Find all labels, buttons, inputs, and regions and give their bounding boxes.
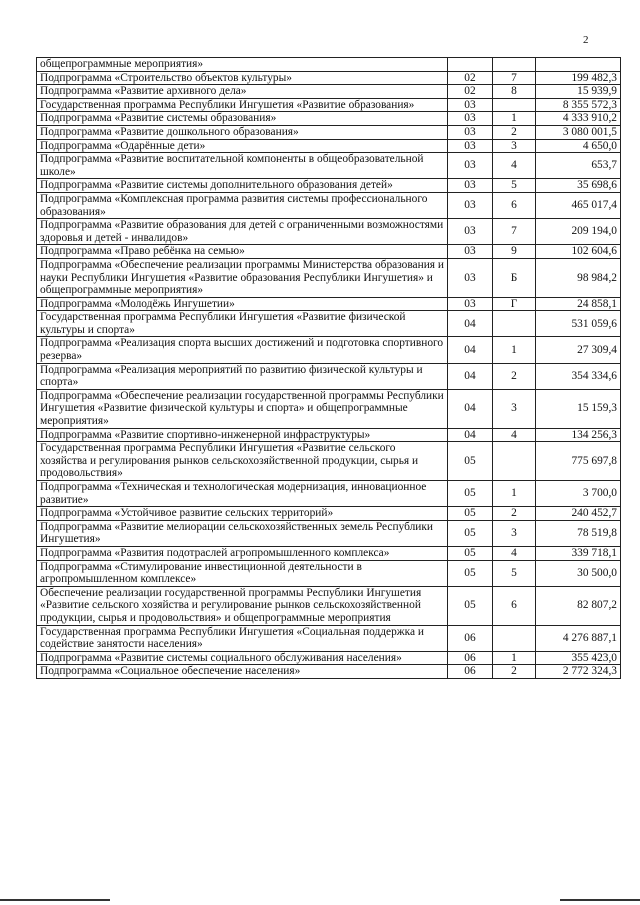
amount-cell: 775 697,8 <box>536 442 621 481</box>
program-name-cell: Подпрограмма «Развитие образования для детей с ограниченными возможностями здоровья и детей - инвалидов» <box>37 219 448 245</box>
code-cell: 03 <box>448 179 493 193</box>
program-name-cell: Подпрограмма «Развитие мелиорации сельскохозяйственных земель Республики Ингушетия» <box>37 520 448 546</box>
amount-cell: 27 309,4 <box>536 337 621 363</box>
code-cell: 05 <box>448 507 493 521</box>
code-cell: 05 <box>448 481 493 507</box>
table-row <box>37 98 621 112</box>
code-cell <box>448 58 493 72</box>
code-cell: 03 <box>448 112 493 126</box>
table-row <box>37 665 621 679</box>
amount-cell: 30 500,0 <box>536 560 621 586</box>
subcode-cell: 4 <box>493 546 536 560</box>
amount-cell: 3 080 001,5 <box>536 125 621 139</box>
code-cell: 03 <box>448 192 493 218</box>
amount-cell: 3 700,0 <box>536 481 621 507</box>
table-row <box>37 481 621 507</box>
subcode-cell: 7 <box>493 219 536 245</box>
code-cell: 03 <box>448 125 493 139</box>
table-row <box>37 139 621 153</box>
amount-cell: 653,7 <box>536 153 621 179</box>
program-name-cell: Подпрограмма «Право ребёнка на семью» <box>37 245 448 259</box>
subcode-cell <box>493 442 536 481</box>
amount-cell: 78 519,8 <box>536 520 621 546</box>
amount-cell: 35 698,6 <box>536 179 621 193</box>
code-cell: 04 <box>448 337 493 363</box>
subcode-cell: 1 <box>493 112 536 126</box>
subcode-cell: 2 <box>493 363 536 389</box>
subcode-cell: 3 <box>493 389 536 428</box>
code-cell: 06 <box>448 651 493 665</box>
code-cell: 04 <box>448 363 493 389</box>
table-row <box>37 85 621 99</box>
amount-cell: 102 604,6 <box>536 245 621 259</box>
table-row <box>37 125 621 139</box>
amount-cell: 4 650,0 <box>536 139 621 153</box>
amount-cell: 339 718,1 <box>536 546 621 560</box>
subcode-cell: 3 <box>493 520 536 546</box>
program-name-cell: Обеспечение реализации государственной программы Республики Ингушетия «Развитие сельского хозяйства и регулирование рынков сельскохозяйственной продукции, сырья и продовольствия» и общепрограммные мероприятия <box>37 586 448 625</box>
program-name-cell: Подпрограмма «Развитие спортивно-инженерной инфраструктуры» <box>37 428 448 442</box>
subcode-cell: 7 <box>493 71 536 85</box>
amount-cell: 240 452,7 <box>536 507 621 521</box>
amount-cell: 209 194,0 <box>536 219 621 245</box>
program-name-cell: Подпрограмма «Развитие дошкольного образования» <box>37 125 448 139</box>
table-row <box>37 389 621 428</box>
scan-artifact-line <box>560 899 640 901</box>
table-row <box>37 258 621 297</box>
subcode-cell: Г <box>493 297 536 311</box>
code-cell: 03 <box>448 245 493 259</box>
amount-cell: 4 276 887,1 <box>536 625 621 651</box>
code-cell: 05 <box>448 546 493 560</box>
program-name-cell: Подпрограмма «Обеспечение реализации программы Министерства образования и науки Республики Ингушетия «Развитие образования Республики Ингушетия» и общепрограммные мероприятия» <box>37 258 448 297</box>
subcode-cell: 6 <box>493 192 536 218</box>
program-name-cell: Подпрограмма «Развития подотраслей агропромышленного комплекса» <box>37 546 448 560</box>
code-cell: 04 <box>448 428 493 442</box>
program-name-cell: общепрограммные мероприятия» <box>37 58 448 72</box>
code-cell: 03 <box>448 297 493 311</box>
subcode-cell: 4 <box>493 428 536 442</box>
table-row <box>37 219 621 245</box>
code-cell: 03 <box>448 153 493 179</box>
code-cell: 05 <box>448 442 493 481</box>
program-name-cell: Подпрограмма «Одарённые дети» <box>37 139 448 153</box>
table-row <box>37 625 621 651</box>
subcode-cell: 6 <box>493 586 536 625</box>
amount-cell: 199 482,3 <box>536 71 621 85</box>
program-name-cell: Подпрограмма «Социальное обеспечение населения» <box>37 665 448 679</box>
program-name-cell: Государственная программа Республики Ингушетия «Развитие физической культуры и спорта» <box>37 311 448 337</box>
subcode-cell: 5 <box>493 179 536 193</box>
code-cell: 03 <box>448 98 493 112</box>
program-name-cell: Подпрограмма «Развитие системы образования» <box>37 112 448 126</box>
budget-table <box>36 57 621 679</box>
table-row <box>37 179 621 193</box>
amount-cell: 82 807,2 <box>536 586 621 625</box>
amount-cell: 15 159,3 <box>536 389 621 428</box>
program-name-cell: Подпрограмма «Комплексная программа развития системы профессионального образования» <box>37 192 448 218</box>
subcode-cell <box>493 58 536 72</box>
table-row <box>37 442 621 481</box>
subcode-cell: Б <box>493 258 536 297</box>
table-row <box>37 560 621 586</box>
program-name-cell: Подпрограмма «Развитие системы социального обслуживания населения» <box>37 651 448 665</box>
table-row <box>37 546 621 560</box>
budget-table-body <box>37 58 621 679</box>
table-row <box>37 651 621 665</box>
amount-cell: 24 858,1 <box>536 297 621 311</box>
program-name-cell: Подпрограмма «Развитие системы дополнительного образования детей» <box>37 179 448 193</box>
table-row <box>37 192 621 218</box>
subcode-cell: 9 <box>493 245 536 259</box>
code-cell: 04 <box>448 311 493 337</box>
amount-cell: 134 256,3 <box>536 428 621 442</box>
code-cell: 02 <box>448 85 493 99</box>
code-cell: 06 <box>448 665 493 679</box>
amount-cell: 98 984,2 <box>536 258 621 297</box>
program-name-cell: Подпрограмма «Развитие архивного дела» <box>37 85 448 99</box>
subcode-cell: 1 <box>493 651 536 665</box>
amount-cell: 465 017,4 <box>536 192 621 218</box>
program-name-cell: Подпрограмма «Реализация спорта высших достижений и подготовка спортивного резерва» <box>37 337 448 363</box>
subcode-cell: 2 <box>493 507 536 521</box>
page-number: 2 <box>583 34 589 46</box>
table-row <box>37 71 621 85</box>
table-row <box>37 311 621 337</box>
amount-cell <box>536 58 621 72</box>
table-row <box>37 428 621 442</box>
subcode-cell: 1 <box>493 481 536 507</box>
amount-cell: 354 334,6 <box>536 363 621 389</box>
code-cell: 05 <box>448 520 493 546</box>
table-row <box>37 337 621 363</box>
scan-artifact-line <box>0 899 110 901</box>
program-name-cell: Государственная программа Республики Ингушетия «Развитие сельского хозяйства и регулирования рынков сельскохозяйственной продукции, сырья и продовольствия» <box>37 442 448 481</box>
subcode-cell: 2 <box>493 665 536 679</box>
code-cell: 06 <box>448 625 493 651</box>
subcode-cell: 2 <box>493 125 536 139</box>
program-name-cell: Подпрограмма «Техническая и технологическая модернизация, инновационное развитие» <box>37 481 448 507</box>
table-row <box>37 58 621 72</box>
subcode-cell <box>493 311 536 337</box>
program-name-cell: Подпрограмма «Развитие воспитательной компоненты в общеобразовательной школе» <box>37 153 448 179</box>
program-name-cell: Государственная программа Республики Ингушетия «Развитие образования» <box>37 98 448 112</box>
table-row <box>37 363 621 389</box>
subcode-cell: 5 <box>493 560 536 586</box>
table-row <box>37 297 621 311</box>
code-cell: 03 <box>448 219 493 245</box>
table-row <box>37 112 621 126</box>
table-row <box>37 507 621 521</box>
table-row <box>37 153 621 179</box>
code-cell: 04 <box>448 389 493 428</box>
amount-cell: 355 423,0 <box>536 651 621 665</box>
subcode-cell: 8 <box>493 85 536 99</box>
program-name-cell: Подпрограмма «Обеспечение реализации государственной программы Республики Ингушетия «Развитие физической культуры и спорта» и общепрограммные мероприятия» <box>37 389 448 428</box>
program-name-cell: Подпрограмма «Строительство объектов культуры» <box>37 71 448 85</box>
subcode-cell: 4 <box>493 153 536 179</box>
subcode-cell <box>493 625 536 651</box>
program-name-cell: Подпрограмма «Молодёжь Ингушетии» <box>37 297 448 311</box>
subcode-cell: 1 <box>493 337 536 363</box>
code-cell: 03 <box>448 258 493 297</box>
code-cell: 03 <box>448 139 493 153</box>
subcode-cell <box>493 98 536 112</box>
amount-cell: 531 059,6 <box>536 311 621 337</box>
table-row <box>37 520 621 546</box>
program-name-cell: Государственная программа Республики Ингушетия «Социальная поддержка и содействие занятости населения» <box>37 625 448 651</box>
code-cell: 05 <box>448 560 493 586</box>
program-name-cell: Подпрограмма «Реализация мероприятий по развитию физической культуры и спорта» <box>37 363 448 389</box>
subcode-cell: 3 <box>493 139 536 153</box>
amount-cell: 4 333 910,2 <box>536 112 621 126</box>
amount-cell: 15 939,9 <box>536 85 621 99</box>
table-row <box>37 586 621 625</box>
program-name-cell: Подпрограмма «Устойчивое развитие сельских территорий» <box>37 507 448 521</box>
program-name-cell: Подпрограмма «Стимулирование инвестиционной деятельности в агропромышленном комплексе» <box>37 560 448 586</box>
code-cell: 02 <box>448 71 493 85</box>
amount-cell: 8 355 572,3 <box>536 98 621 112</box>
amount-cell: 2 772 324,3 <box>536 665 621 679</box>
code-cell: 05 <box>448 586 493 625</box>
table-row <box>37 245 621 259</box>
